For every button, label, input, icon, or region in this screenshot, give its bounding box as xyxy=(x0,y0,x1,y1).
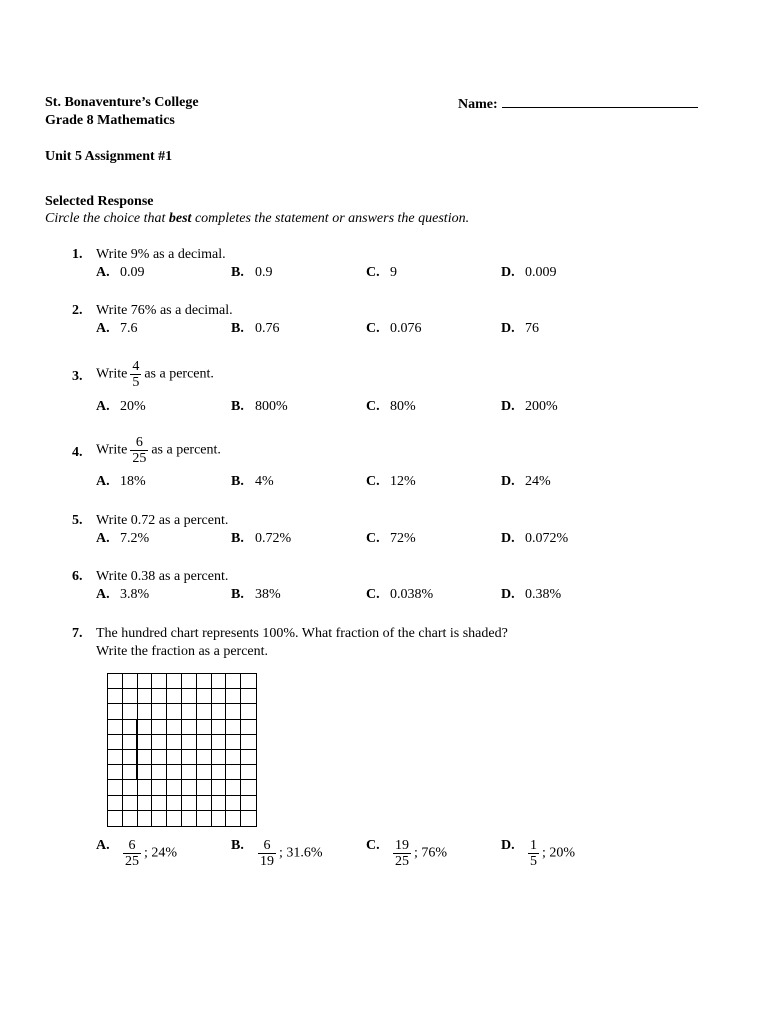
chart-cell xyxy=(197,735,212,750)
question-text: Write 76% as a decimal. xyxy=(96,303,233,318)
fraction: $\frac{6}{25}$ xyxy=(132,435,147,466)
chart-cell xyxy=(138,765,153,780)
chart-cell xyxy=(241,704,256,719)
option-b[interactable]: B. 0.72% xyxy=(231,531,292,546)
question-text-line2: Write the fraction as a percent. xyxy=(96,644,269,659)
chart-cell xyxy=(212,689,227,704)
name-label: Name: xyxy=(458,97,498,112)
section-title: Selected Response xyxy=(45,194,154,209)
chart-cell xyxy=(212,674,227,689)
chart-cell xyxy=(197,796,212,811)
chart-cell xyxy=(167,689,182,704)
fraction: $\frac{4}{5}$ xyxy=(132,359,140,390)
chart-cell xyxy=(182,674,197,689)
option-c[interactable]: C. 12% xyxy=(366,474,416,489)
chart-cell xyxy=(152,796,167,811)
chart-cell xyxy=(182,765,197,780)
option-a[interactable]: A. 0.09 xyxy=(96,265,145,280)
school-name: St. Bonaventure’s College xyxy=(45,95,199,110)
chart-cell xyxy=(167,735,182,750)
option-d[interactable]: D. 200% xyxy=(501,399,558,414)
fraction: $\frac{6}{19}$ xyxy=(260,838,274,869)
chart-cell xyxy=(226,720,241,735)
chart-cell xyxy=(167,750,182,765)
chart-cell xyxy=(212,811,227,826)
option-a[interactable]: A. 3.8% xyxy=(96,587,150,602)
chart-cell xyxy=(182,689,197,704)
chart-cell xyxy=(138,780,153,795)
fraction: $\frac{1}{5}$ xyxy=(530,838,537,869)
chart-cell xyxy=(226,780,241,795)
option-c[interactable]: C. $\frac{19}{25}$ ; 76% xyxy=(366,838,448,869)
chart-cell xyxy=(182,720,197,735)
chart-cell xyxy=(123,720,138,735)
fraction: $\frac{19}{25}$ xyxy=(395,838,409,869)
chart-cell xyxy=(182,735,197,750)
chart-cell xyxy=(152,735,167,750)
option-a[interactable]: A. 20% xyxy=(96,399,146,414)
option-d[interactable]: D. 0.009 xyxy=(501,265,557,280)
chart-cell xyxy=(108,765,123,780)
instructions: Circle the choice that best completes the statement or answers the question. xyxy=(45,211,470,226)
chart-cell xyxy=(138,720,153,735)
option-b[interactable]: B. 0.9 xyxy=(231,265,273,280)
chart-cell xyxy=(123,674,138,689)
chart-cell xyxy=(182,704,197,719)
chart-cell xyxy=(167,811,182,826)
chart-cell xyxy=(182,796,197,811)
question-number: 5. xyxy=(72,513,83,528)
option-c[interactable]: C. 9 xyxy=(366,265,397,280)
question-text: Write 9% as a decimal. xyxy=(96,247,226,262)
question-number: 3. xyxy=(72,369,83,384)
chart-cell xyxy=(152,750,167,765)
chart-cell xyxy=(138,704,153,719)
question-text: Write 0.38 as a percent. xyxy=(96,569,229,584)
chart-cell xyxy=(123,796,138,811)
chart-cell xyxy=(138,674,153,689)
question-number: 7. xyxy=(72,626,83,641)
option-d[interactable]: D. 0.38% xyxy=(501,587,562,602)
chart-cell xyxy=(108,704,123,719)
chart-cell xyxy=(241,780,256,795)
chart-cell xyxy=(212,796,227,811)
chart-cell xyxy=(212,780,227,795)
hundred-chart xyxy=(107,673,257,827)
chart-cell xyxy=(197,765,212,780)
chart-cell xyxy=(212,750,227,765)
chart-cell xyxy=(123,689,138,704)
chart-cell xyxy=(212,735,227,750)
chart-cell xyxy=(226,796,241,811)
chart-cell xyxy=(212,704,227,719)
chart-cell xyxy=(108,780,123,795)
chart-cell xyxy=(226,765,241,780)
chart-cell xyxy=(123,765,138,780)
chart-cell xyxy=(123,750,138,765)
option-c[interactable]: C. 72% xyxy=(366,531,416,546)
option-c[interactable]: C. 0.038% xyxy=(366,587,434,602)
option-d[interactable]: D. $\frac{1}{5}$ ; 20% xyxy=(501,838,576,869)
chart-cell xyxy=(197,689,212,704)
chart-cell xyxy=(108,720,123,735)
question-text: Write $\frac{6}{25}$ as a percent. xyxy=(96,435,221,466)
chart-cell xyxy=(226,811,241,826)
option-d[interactable]: D. 76 xyxy=(501,321,539,336)
chart-cell xyxy=(226,735,241,750)
chart-cell xyxy=(241,796,256,811)
chart-cell xyxy=(241,750,256,765)
name-line[interactable] xyxy=(502,95,698,108)
chart-cell xyxy=(197,750,212,765)
chart-cell xyxy=(108,750,123,765)
chart-cell xyxy=(138,689,153,704)
chart-cell xyxy=(197,811,212,826)
option-a[interactable]: A. 18% xyxy=(96,474,146,489)
chart-cell xyxy=(108,735,123,750)
option-c[interactable]: C. 80% xyxy=(366,399,416,414)
option-b[interactable]: B. 4% xyxy=(231,474,274,489)
chart-cell xyxy=(197,720,212,735)
chart-cell xyxy=(167,765,182,780)
chart-cell xyxy=(241,765,256,780)
chart-cell xyxy=(167,780,182,795)
chart-cell xyxy=(241,811,256,826)
chart-cell xyxy=(152,689,167,704)
option-a[interactable]: A. 7.6 xyxy=(96,321,138,336)
chart-cell xyxy=(108,689,123,704)
chart-cell xyxy=(152,720,167,735)
chart-cell xyxy=(167,796,182,811)
chart-cell xyxy=(182,811,197,826)
option-a[interactable]: A. 7.2% xyxy=(96,531,150,546)
chart-cell xyxy=(108,674,123,689)
fraction: $\frac{6}{25}$ xyxy=(125,838,139,869)
chart-cell xyxy=(167,674,182,689)
chart-cell xyxy=(152,780,167,795)
option-b[interactable]: B. 800% xyxy=(231,399,288,414)
option-d[interactable]: D. 24% xyxy=(501,474,551,489)
chart-cell xyxy=(167,720,182,735)
chart-cell xyxy=(212,720,227,735)
chart-cell xyxy=(182,780,197,795)
chart-cell xyxy=(182,750,197,765)
option-d[interactable]: D. 0.072% xyxy=(501,531,569,546)
chart-cell xyxy=(152,811,167,826)
chart-cell xyxy=(152,674,167,689)
chart-cell xyxy=(123,704,138,719)
option-a[interactable]: A. $\frac{6}{25}$ ; 24% xyxy=(96,838,178,869)
option-b[interactable]: B. 0.76 xyxy=(231,321,280,336)
chart-cell xyxy=(197,704,212,719)
question-number: 1. xyxy=(72,247,83,262)
chart-cell xyxy=(226,674,241,689)
chart-cell xyxy=(138,796,153,811)
chart-cell xyxy=(138,750,153,765)
question-number: 4. xyxy=(72,445,83,460)
chart-cell xyxy=(152,765,167,780)
question-text: The hundred chart represents 100%. What fraction of the chart is shaded? xyxy=(96,626,508,641)
assignment-title: Unit 5 Assignment #1 xyxy=(45,149,173,164)
question-number: 2. xyxy=(72,303,83,318)
chart-cell xyxy=(138,811,153,826)
chart-cell xyxy=(123,735,138,750)
chart-cell xyxy=(226,689,241,704)
chart-cell xyxy=(152,704,167,719)
option-c[interactable]: C. 0.076 xyxy=(366,321,422,336)
chart-cell xyxy=(241,735,256,750)
chart-cell xyxy=(167,704,182,719)
chart-cell xyxy=(108,796,123,811)
name-field[interactable] xyxy=(458,95,698,113)
chart-cell xyxy=(108,811,123,826)
chart-cell xyxy=(123,811,138,826)
chart-cell xyxy=(197,780,212,795)
option-b[interactable]: B. $\frac{6}{19}$ ; 31.6% xyxy=(231,838,323,869)
chart-cell xyxy=(241,674,256,689)
question-text: Write 0.72 as a percent. xyxy=(96,513,229,528)
chart-cell xyxy=(123,780,138,795)
question-text: Write $\frac{4}{5}$ as a percent. xyxy=(96,359,214,390)
chart-cell xyxy=(226,704,241,719)
chart-cell xyxy=(138,735,153,750)
chart-cell xyxy=(197,674,212,689)
question-number: 6. xyxy=(72,569,83,584)
course-name: Grade 8 Mathematics xyxy=(45,113,175,128)
option-b[interactable]: B. 38% xyxy=(231,587,281,602)
chart-cell xyxy=(241,720,256,735)
chart-cell xyxy=(241,689,256,704)
chart-cell xyxy=(226,750,241,765)
chart-cell xyxy=(212,765,227,780)
